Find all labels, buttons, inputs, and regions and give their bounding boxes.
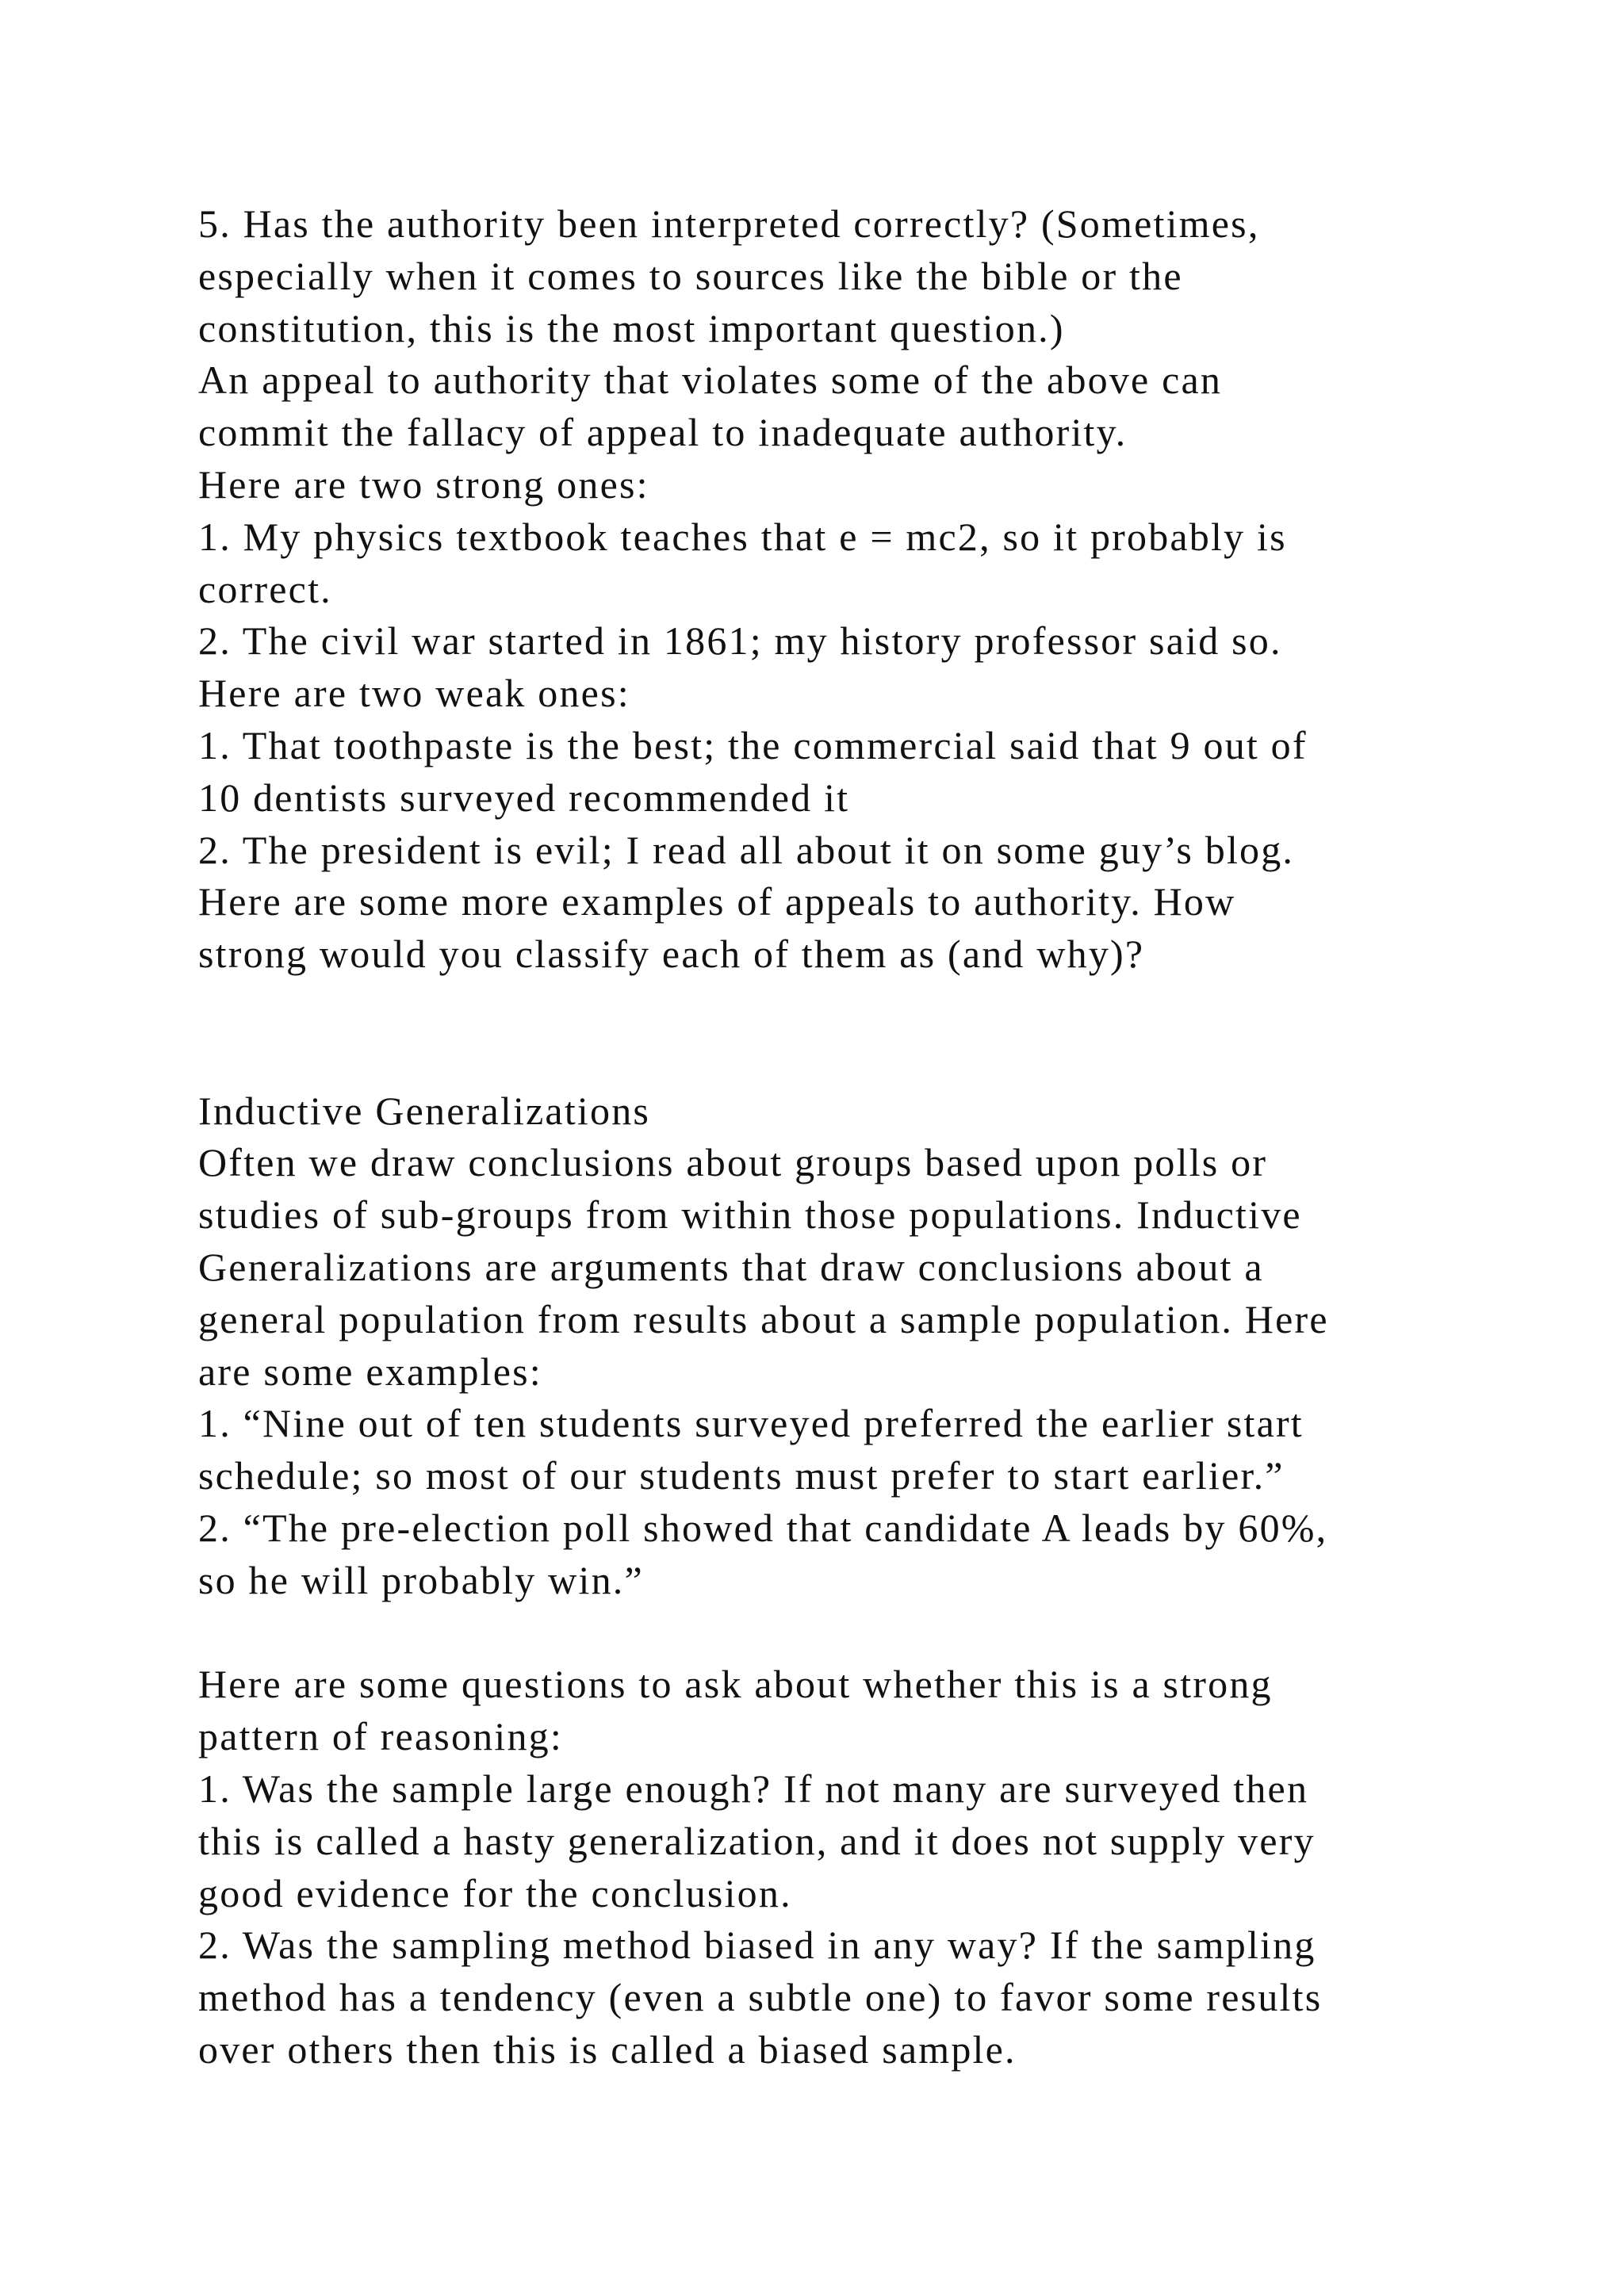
text-line: are some examples: xyxy=(198,1349,542,1394)
blank-line xyxy=(198,1033,1467,1085)
text-line: Generalizations are arguments that draw conclusions about a xyxy=(198,1244,1264,1289)
blank-line xyxy=(198,981,1467,1033)
text-line: 2. The civil war started in 1861; my history professor said so. xyxy=(198,618,1282,664)
text-line: Here are two weak ones: xyxy=(198,671,630,716)
section-heading: Inductive Generalizations xyxy=(198,1088,651,1133)
text-line: 1. “Nine out of ten students surveyed preferred the earlier start xyxy=(198,1401,1304,1446)
text-line: commit the fallacy of appeal to inadequate authority. xyxy=(198,410,1128,455)
text-line: especially when it comes to sources like the bible or the xyxy=(198,253,1183,298)
text-line: studies of sub-groups from within those populations. Inductive xyxy=(198,1192,1302,1238)
text-line: Here are some questions to ask about whether this is a strong xyxy=(198,1662,1273,1707)
text-line: Here are some more examples of appeals to authority. How xyxy=(198,879,1236,924)
text-line: over others then this is called a biased sample. xyxy=(198,2026,1017,2072)
text-line: Often we draw conclusions about groups based upon polls or xyxy=(198,1140,1268,1185)
text-line: Here are two strong ones: xyxy=(198,461,649,507)
text-line: constitution, this is the most important question.) xyxy=(198,305,1065,350)
text-line: 1. Was the sample large enough? If not many are surveyed then xyxy=(198,1766,1309,1811)
text-line: so he will probably win.” xyxy=(198,1557,644,1602)
text-line: pattern of reasoning: xyxy=(198,1714,563,1759)
text-line: An appeal to authority that violates some of the above can xyxy=(198,358,1223,403)
document-body xyxy=(198,198,1467,2076)
text-line: 10 dentists surveyed recommended it xyxy=(198,775,850,820)
text-line: schedule; so most of our students must prefer to start earlier.” xyxy=(198,1453,1285,1498)
text-line: 2. The president is evil; I read all about it on some guy’s blog. xyxy=(198,827,1295,872)
blank-line xyxy=(198,1607,1467,1659)
text-line: 1. My physics textbook teaches that e = mc2, so it probably is xyxy=(198,514,1287,559)
text-line: 5. Has the authority been interpreted correctly? (Sometimes, xyxy=(198,201,1260,246)
text-line: 2. Was the sampling method biased in any way? If the sampling xyxy=(198,1923,1316,1968)
text-line: strong would you classify each of them as (and why)? xyxy=(198,932,1145,977)
text-line: method has a tendency (even a subtle one) to favor some results xyxy=(198,1975,1323,2020)
text-line: 2. “The pre-election poll showed that candidate A leads by 60%, xyxy=(198,1505,1328,1550)
text-line: general population from results about a sample population. Here xyxy=(198,1296,1329,1341)
text-line: correct. xyxy=(198,566,332,611)
text-line: this is called a hasty generalization, and it does not supply very xyxy=(198,1818,1316,1863)
text-line: 1. That toothpaste is the best; the commercial said that 9 out of xyxy=(198,722,1308,767)
text-line: good evidence for the conclusion. xyxy=(198,1870,792,1915)
